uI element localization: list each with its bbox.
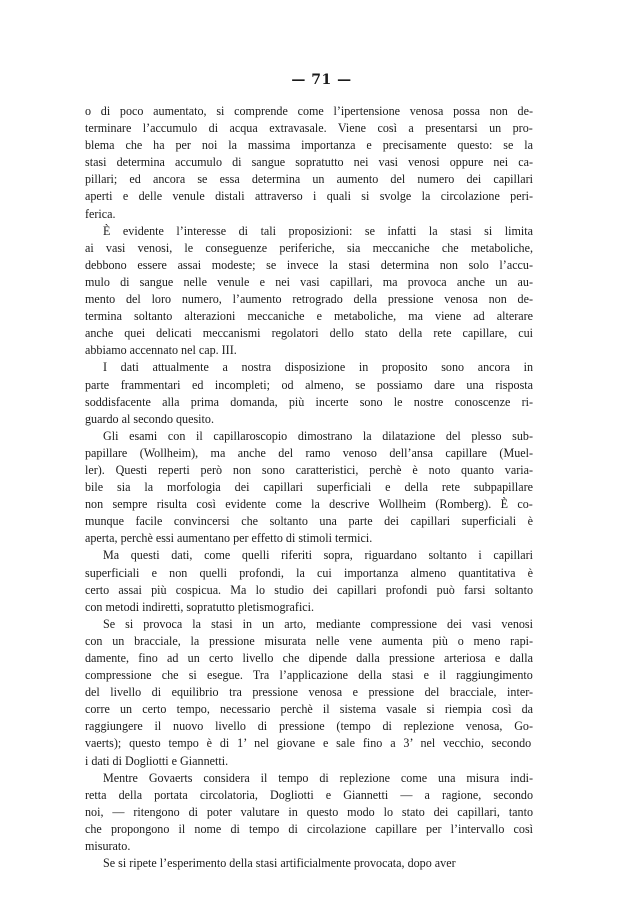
text-line: Mentre Govaerts considera il tempo di replezione come una misura indi- (103, 770, 534, 785)
text-line: superficiali e non quelli profondi, la cui importanza almeno quantitativa è (85, 565, 534, 580)
paragraph (85, 359, 533, 427)
text-line: ferica. (85, 206, 116, 221)
text-line: anche quei delicati meccanismi regolatori dello stato della rete capillare, cui (85, 326, 534, 341)
text-line: o di poco aumentato, si comprende come l’ipertensione venosa possa non de- (85, 104, 534, 118)
text-line: ler). Questi reperti però non sono caratteristici, perchè è noto quanto varia- (85, 462, 533, 477)
text-line: che propongono il nome di tempo di circolazione capillare per l’intervallo così (85, 821, 534, 836)
text-line: termina soltanto alterazioni meccaniche e metaboliche, ma viene ad alterare (85, 309, 533, 324)
text-line: vaerts); questo tempo è di 1’ nel giovane e sale fino a 3’ nel vecchio, secondo (85, 736, 532, 751)
text-line: raggiungere il nuovo livello di pressione (tempo di replezione venosa, Go- (85, 719, 534, 734)
text-line: con metodi indiretti, sopratutto pletismografici. (85, 599, 315, 614)
text-line: soddisfacente alla prima domanda, più incerte sono le nostre conoscenze ri- (85, 394, 534, 409)
paragraph (85, 770, 533, 855)
text-line: corre un certo tempo, necessario perchè il sistema vasale si riempia così da (85, 702, 534, 717)
text-line: misurato. (85, 839, 131, 854)
text-line: I dati attualmente a nostra disposizione in proposito sono ancora in (103, 360, 533, 375)
paragraph (85, 616, 533, 770)
text-line: Gli esami con il capillaroscopio dimostrano la dilatazione del plesso sub- (103, 428, 534, 443)
text-line: Ma questi dati, come quelli riferiti sopra, riguardano soltanto i capillari (103, 548, 533, 563)
paragraph (85, 103, 533, 223)
text-line: terminare l’accumulo di acqua extravasale. Viene così a presentarsi un pro- (85, 121, 533, 136)
text-line: papillare (Wollheim), ma anche del ramo venoso dell’ansa capillare (Muel- (85, 445, 533, 460)
text-line: ai vasi venosi, le conseguenze periferiche, sia meccaniche che metaboliche, (85, 240, 533, 255)
page-number: — 71 — (291, 72, 352, 88)
text-line: mento del loro numero, l’aumento retrogrado della pressione venosa non de- (85, 292, 534, 307)
text-line: abbiamo accennato nel cap. III. (85, 343, 237, 358)
paragraph (85, 855, 533, 872)
text-line: stasi determina accumulo di sangue sopratutto nei vasi venosi oppure nei ca- (85, 155, 534, 170)
text-line: bile sia la morfologia dei capillari superficiali e della rete subpapillare (85, 480, 533, 495)
text-line: È evidente l’interesse di tali proposizioni: se infatti la stasi si limita (103, 223, 533, 238)
text-line: Se si ripete l’esperimento della stasi artificialmente provocata, dopo aver (103, 856, 456, 871)
text-line: aperta, perchè essi aumentano per effetto di stimoli termici. (85, 531, 373, 546)
text-line: noi, — ritengono di poter valutare in questo modo lo stato dei capillari, tanto (85, 804, 534, 819)
text-line: debbono essere assai modeste; se invece la stasi determina non solo l’accu- (85, 257, 534, 272)
text-line: aperti e delle venule distali attraverso i quali si svolge la circolazione peri- (85, 189, 534, 204)
text-line: parte frammentari ed incompleti; od almeno, se possiamo dare una risposta (85, 377, 533, 392)
text-line: blema che ha per noi la massima importanza e precisamente questo: se la (85, 138, 533, 153)
text-line: damente, fino ad un certo livello che dipende dalla pressione arteriosa e dalla (85, 651, 534, 665)
text-line: mulo di sangue nelle venule e nei vasi capillari, ma provoca anche un au- (85, 274, 533, 289)
text-line: i dati di Dogliotti e Giannetti. (85, 753, 229, 768)
text-line: munque facile convincersi che soltanto una parte dei capillari superficiali è (85, 514, 533, 529)
text-line: retta della portata circolatoria, Dogliotti e Giannetti — a ragione, secondo (85, 787, 534, 802)
paragraph (85, 223, 533, 360)
text-line: pillari; ed ancora se essa determina un aumento del numero dei capillari (85, 172, 534, 187)
text-line: guardo al secondo quesito. (85, 411, 214, 426)
text-line: non sempre risulta così evidente come la descrive Wollheim (Romberg). È co- (85, 497, 533, 512)
paragraph (85, 547, 533, 615)
paragraph (85, 428, 533, 548)
text-line: Se si provoca la stasi in un arto, mediante compressione dei vasi venosi (103, 616, 533, 631)
text-line: con un bracciale, la pressione misurata nelle vene aumenta più o meno rapi- (85, 633, 533, 648)
text-line: certo assai più cospicua. Ma lo studio dei capillari profondi può farsi soltanto (85, 582, 534, 597)
text-line: del livello di equilibrio tra pressione venosa e pressione del bracciale, inter- (85, 685, 534, 700)
text-line: compressione che si esegue. Tra l’applicazione della stasi e il raggiungimento (85, 668, 533, 683)
body-text (85, 103, 533, 872)
